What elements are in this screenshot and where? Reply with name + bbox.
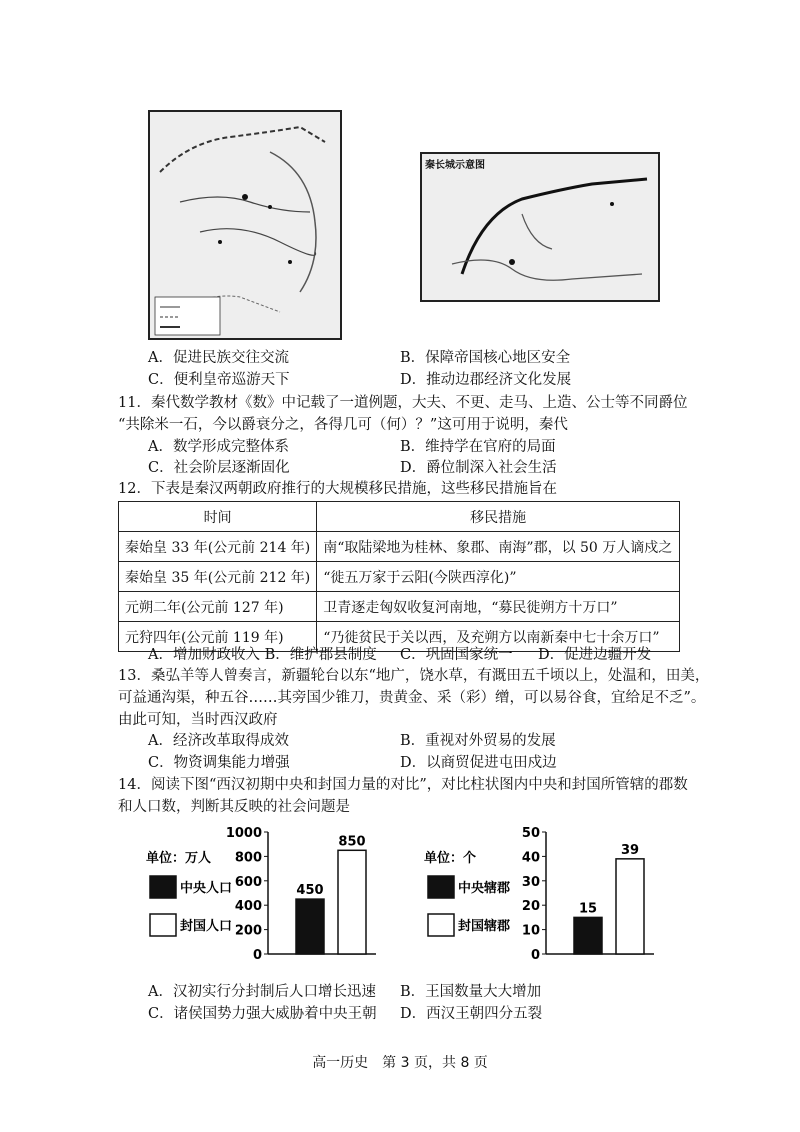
data-label: 15: [578, 901, 598, 917]
y-tick-label: 30: [521, 874, 540, 890]
legend-swatch: [428, 914, 454, 936]
q11-option-d[interactable]: D．爵位制深入社会生活: [400, 460, 557, 476]
q13-stem-line2: 可益通沟渠，种五谷……其旁国少锥刀，贵黄金、采（彩）缯，可以易谷食，宜给足不乏”。: [118, 690, 706, 706]
cell-measure: “徙五万家于云阳(今陕西淳化)”: [317, 562, 680, 592]
q10-option-d[interactable]: D．推动边郡经济文化发展: [400, 372, 572, 388]
legend-label: 中央辖郡: [458, 881, 511, 896]
cell-time: 秦始皇 33 年(公元前 214 年): [119, 532, 317, 562]
cell-time: 元狩四年(公元前 119 年): [119, 622, 317, 652]
y-tick-label: 800: [234, 850, 262, 866]
legend-swatch: [428, 876, 454, 898]
q13-option-d[interactable]: D．以商贸促进屯田戍边: [400, 755, 557, 771]
bar-中央人口: [296, 899, 324, 954]
q12-option-d[interactable]: D．促进边疆开发: [538, 647, 652, 663]
q10-option-b[interactable]: B．保障帝国核心地区安全: [400, 350, 571, 366]
table-row: [119, 562, 680, 592]
q13-option-c[interactable]: C．物资调集能力增强: [148, 755, 290, 771]
y-tick-label: 0: [252, 948, 262, 963]
table-header-row: [119, 502, 680, 532]
y-tick-label: 50: [521, 826, 540, 841]
data-label: 850: [338, 834, 366, 850]
cell-measure: 卫青逐走匈奴收复河南地，“募民徙朔方十万口”: [317, 592, 680, 622]
cell-time: 元朔二年(公元前 127 年): [119, 592, 317, 622]
legend-label: 中央人口: [180, 881, 233, 896]
commanderies-bar-chart: [418, 818, 658, 968]
y-tick-label: 400: [234, 899, 262, 915]
qin-empire-map: [148, 110, 342, 340]
y-tick-label: 0: [530, 948, 540, 963]
cell-measure: “乃徙贫民于关以西，及充朔方以南新秦中七十余万口”: [317, 622, 680, 652]
column-header-time: 时间: [119, 502, 317, 532]
y-tick-label: 600: [234, 874, 262, 890]
cell-time: 秦始皇 35 年(公元前 212 年): [119, 562, 317, 592]
q14-option-a[interactable]: A．汉初实行分封制后人口增长迅速: [148, 984, 376, 1000]
column-header-measures: 移民措施: [317, 502, 680, 532]
q14-option-c[interactable]: C．诸侯国势力强大威胁着中央王朝: [148, 1006, 377, 1022]
q13-option-b[interactable]: B．重视对外贸易的发展: [400, 733, 556, 749]
q10-option-a[interactable]: A．促进民族交往交流: [148, 350, 289, 366]
q13-stem-line3: 由此可知，当时西汉政府: [118, 712, 278, 728]
y-tick-label: 10: [521, 923, 540, 939]
q12-stem: 12．下表是秦汉两朝政府推行的大规模移民措施，这些移民措施旨在: [118, 481, 557, 497]
map-title: 秦长城示意图: [425, 160, 485, 171]
q14-option-d[interactable]: D．西汉王朝四分五裂: [400, 1006, 543, 1022]
unit-label: 单位：个: [424, 851, 477, 866]
q11-stem-line1: 11．秦代数学教材《数》中记载了一道例题，大夫、不更、走马、上造、公士等不同爵位: [118, 395, 688, 411]
legend-label: 封国人口: [180, 919, 233, 934]
bar-中央辖郡: [574, 917, 602, 954]
q12-option-c[interactable]: C．巩固国家统一: [400, 647, 513, 663]
q11-option-b[interactable]: B．维持学在官府的局面: [400, 439, 556, 455]
legend-label: 封国辖郡: [458, 919, 511, 934]
table-row: [119, 592, 680, 622]
y-tick-label: 1000: [225, 826, 262, 841]
cell-measure: 南“取陆梁地为桂林、象郡、南海”郡，以 50 万人谪戍之: [317, 532, 680, 562]
q11-option-a[interactable]: A．数学形成完整体系: [148, 439, 289, 455]
data-label: 39: [620, 842, 640, 858]
q14-option-b[interactable]: B．王国数量大大增加: [400, 984, 542, 1000]
q13-stem-line1: 13．桑弘羊等人曾奏言，新疆轮台以东“地广，饶水草，有溉田五千顷以上，处温和，田美，: [118, 668, 710, 684]
q10-option-c[interactable]: C．便利皇帝巡游天下: [148, 372, 290, 388]
bar-封国辖郡: [616, 859, 644, 954]
migration-table: [118, 501, 680, 652]
table-row: [119, 532, 680, 562]
legend-swatch: [150, 914, 176, 936]
q12-options-ab[interactable]: A．增加财政收入 B．维护郡县制度: [148, 647, 377, 663]
population-bar-chart: [140, 818, 380, 968]
q13-option-a[interactable]: A．经济改革取得成效: [148, 733, 289, 749]
q14-stem-line2: 和人口数，判断其反映的社会问题是: [118, 799, 350, 815]
data-label: 450: [296, 883, 324, 899]
q11-stem-line2: “共除米一石，今以爵衰分之，各得几可（何）？”这可用于说明，秦代: [118, 417, 568, 433]
y-tick-label: 40: [521, 850, 540, 866]
unit-label: 单位：万人: [146, 851, 212, 866]
qin-great-wall-map: [420, 152, 660, 302]
y-tick-label: 200: [234, 923, 262, 939]
y-tick-label: 20: [521, 899, 540, 915]
q11-option-c[interactable]: C．社会阶层逐渐固化: [148, 460, 290, 476]
page-footer: 高一历史 第 3 页，共 8 页: [312, 1055, 488, 1071]
legend-swatch: [150, 876, 176, 898]
bar-封国人口: [338, 850, 366, 954]
q14-stem-line1: 14．阅读下图“西汉初期中央和封国力量的对比”，对比柱状图内中央和封国所管辖的郡数: [118, 777, 688, 793]
